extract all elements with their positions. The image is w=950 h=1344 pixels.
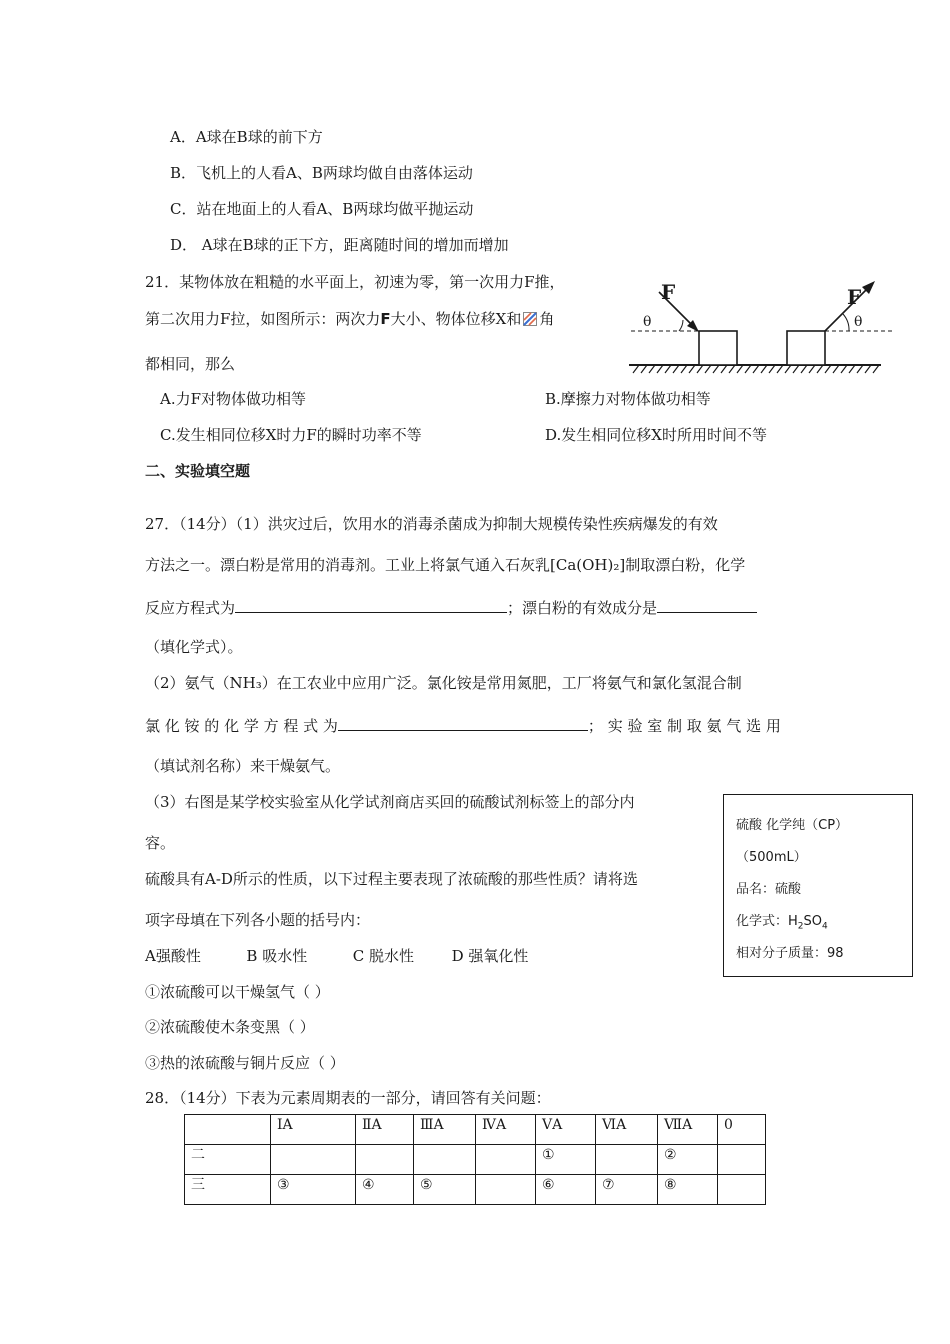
q27-item-1: ①浓硫酸可以干燥氢气（ ） bbox=[145, 983, 330, 1001]
block-left bbox=[699, 331, 737, 365]
table-cell: ② bbox=[658, 1145, 718, 1175]
table-cell bbox=[356, 1145, 414, 1175]
property-c: C 脱水性 bbox=[352, 947, 415, 965]
table-cell: ⑦ bbox=[596, 1175, 658, 1205]
table-cell: ⑧ bbox=[658, 1175, 718, 1205]
table-cell bbox=[414, 1145, 476, 1175]
q21-line1: 21．某物体放在粗糙的水平面上，初速为零，第一次用力F推， bbox=[145, 273, 565, 291]
table-header-cell: ⅤA bbox=[536, 1115, 596, 1145]
q27-line3-text-2: ；漂白粉的有效成分是 bbox=[507, 599, 658, 617]
q27-line4: （填化学式）。 bbox=[145, 638, 243, 656]
table-cell: ④ bbox=[356, 1175, 414, 1205]
q27-line8: （3）右图是某学校实验室从化学试剂商店买回的硫酸试剂标签上的部分内 bbox=[145, 793, 635, 811]
angle-label-right: θ bbox=[854, 314, 863, 330]
table-header-cell bbox=[185, 1115, 271, 1145]
table-cell: 二 bbox=[185, 1145, 271, 1175]
section-title: 二、实验填空题 bbox=[145, 462, 251, 480]
label-formula-sub-2: 4 bbox=[822, 921, 828, 932]
angle-arc-left bbox=[679, 320, 683, 331]
q20-option-c: C．站在地面上的人看A、B两球均做平抛运动 bbox=[170, 200, 474, 218]
q27-item-3: ③热的浓硫酸与铜片反应（ ） bbox=[145, 1054, 345, 1072]
table-cell: ⑥ bbox=[536, 1175, 596, 1205]
q27-line6-text: 氯 化 铵 的 化 学 方 程 式 为 bbox=[145, 717, 338, 735]
table-cell: 三 bbox=[185, 1175, 271, 1205]
label-line-2: （500mL） bbox=[736, 850, 807, 865]
table-header-cell: ⅠA bbox=[271, 1115, 356, 1145]
q21-option-a: A.力F对物体做功相等 bbox=[160, 390, 307, 408]
q27-item-2: ②浓硫酸使木条变黑（ ） bbox=[145, 1018, 315, 1036]
q27-line10: 硫酸具有A-D所示的性质，以下过程主要表现了浓硫酸的那些性质？请将选 bbox=[145, 870, 638, 888]
q27-property-list bbox=[145, 946, 528, 966]
table-row bbox=[185, 1145, 766, 1175]
q27-line6 bbox=[145, 714, 781, 736]
q20-option-a: A．A球在B球的前下方 bbox=[170, 128, 323, 146]
q21-line2-text-3: 角 bbox=[539, 310, 555, 328]
label-line-5: 相对分子质量：98 bbox=[736, 946, 844, 961]
q21-line2 bbox=[145, 309, 554, 329]
table-cell bbox=[271, 1145, 356, 1175]
label-formula-mid: SO bbox=[803, 914, 822, 929]
q20-option-d: D． A球在B球的正下方，距离随时间的增加而增加 bbox=[170, 236, 509, 254]
formula-blank[interactable] bbox=[657, 596, 757, 613]
equation-blank-1[interactable] bbox=[235, 596, 507, 613]
reagent-label bbox=[723, 794, 913, 977]
theta-image-icon bbox=[523, 311, 537, 325]
angle-arc-right bbox=[843, 314, 849, 331]
periodic-table bbox=[184, 1114, 766, 1205]
q21-option-b: B.摩擦力对物体做功相等 bbox=[545, 390, 711, 408]
q27-line2: 方法之一。漂白粉是常用的消毒剂。工业上将氯气通入石灰乳[Ca(OH)₂]制取漂白粉，化学 bbox=[145, 556, 746, 574]
q20-option-b: B．飞机上的人看A、B两球均做自由落体运动 bbox=[170, 164, 473, 182]
equation-blank-2[interactable] bbox=[338, 714, 588, 731]
label-line-1: 硫酸 化学纯（CP） bbox=[736, 818, 849, 833]
table-header-cell: ⅥA bbox=[596, 1115, 658, 1145]
table-cell: ① bbox=[536, 1145, 596, 1175]
label-formula-sub-1: 2 bbox=[797, 921, 804, 932]
q21-force-symbol: F bbox=[380, 310, 391, 328]
table-cell bbox=[718, 1175, 766, 1205]
q27-line1: 27．（14分）（1）洪灾过后，饮用水的消毒杀菌成为抑制大规模传染性疾病爆发的有效 bbox=[145, 515, 718, 533]
q27-line6-text-2: ； 实 验 室 制 取 氨 气 选 用 bbox=[587, 717, 781, 735]
table-header-cell: ⅡA bbox=[356, 1115, 414, 1145]
table-cell bbox=[476, 1145, 536, 1175]
q27-line7: （填试剂名称）来干燥氨气。 bbox=[145, 757, 341, 775]
q27-line9: 容。 bbox=[145, 834, 176, 852]
q21-option-c: C.发生相同位移X时力F的瞬时功率不等 bbox=[160, 426, 422, 444]
q21-line2-text-2: 大小、物体位移X和 bbox=[390, 310, 522, 328]
table-row bbox=[185, 1175, 766, 1205]
block-right bbox=[787, 331, 825, 365]
table-header-cell: ⅦA bbox=[658, 1115, 718, 1145]
q27-line5: （2）氨气（NH₃）在工农业中应用广泛。氯化铵是常用氮肥，工厂将氨气和氯化氢混合制 bbox=[145, 674, 742, 692]
label-formula-prefix: 化学式：H bbox=[736, 914, 798, 929]
force-diagram bbox=[625, 278, 895, 382]
table-header-cell: 0 bbox=[718, 1115, 766, 1145]
force-label-right: F bbox=[847, 285, 862, 309]
label-line-4 bbox=[736, 910, 828, 932]
table-cell bbox=[596, 1145, 658, 1175]
label-line-3: 品名：硫酸 bbox=[736, 882, 802, 897]
property-d: D 强氧化性 bbox=[451, 947, 529, 965]
ground-hatch bbox=[633, 365, 879, 373]
q27-line3 bbox=[145, 596, 757, 618]
q27-line11: 项字母填在下列各小题的括号内： bbox=[145, 911, 371, 929]
force-label-left: F bbox=[661, 280, 676, 304]
q28-intro: 28．（14分）下表为元素周期表的一部分，请回答有关问题： bbox=[145, 1089, 551, 1107]
q27-line3-text: 反应方程式为 bbox=[145, 599, 236, 617]
table-cell: ⑤ bbox=[414, 1175, 476, 1205]
property-a: A强酸性 bbox=[145, 947, 201, 965]
table-header-cell: ⅢA bbox=[414, 1115, 476, 1145]
angle-label-left: θ bbox=[643, 314, 652, 330]
table-header-cell: ⅣA bbox=[476, 1115, 536, 1145]
table-cell: ③ bbox=[271, 1175, 356, 1205]
property-b: B 吸水性 bbox=[246, 947, 308, 965]
table-header-row bbox=[185, 1115, 766, 1145]
q21-line3: 都相同，那么 bbox=[145, 355, 236, 373]
q21-line2-text: 第二次用力F拉，如图所示：两次力 bbox=[145, 310, 381, 328]
table-cell bbox=[718, 1145, 766, 1175]
q21-option-d: D.发生相同位移X时所用时间不等 bbox=[545, 426, 767, 444]
table-cell bbox=[476, 1175, 536, 1205]
